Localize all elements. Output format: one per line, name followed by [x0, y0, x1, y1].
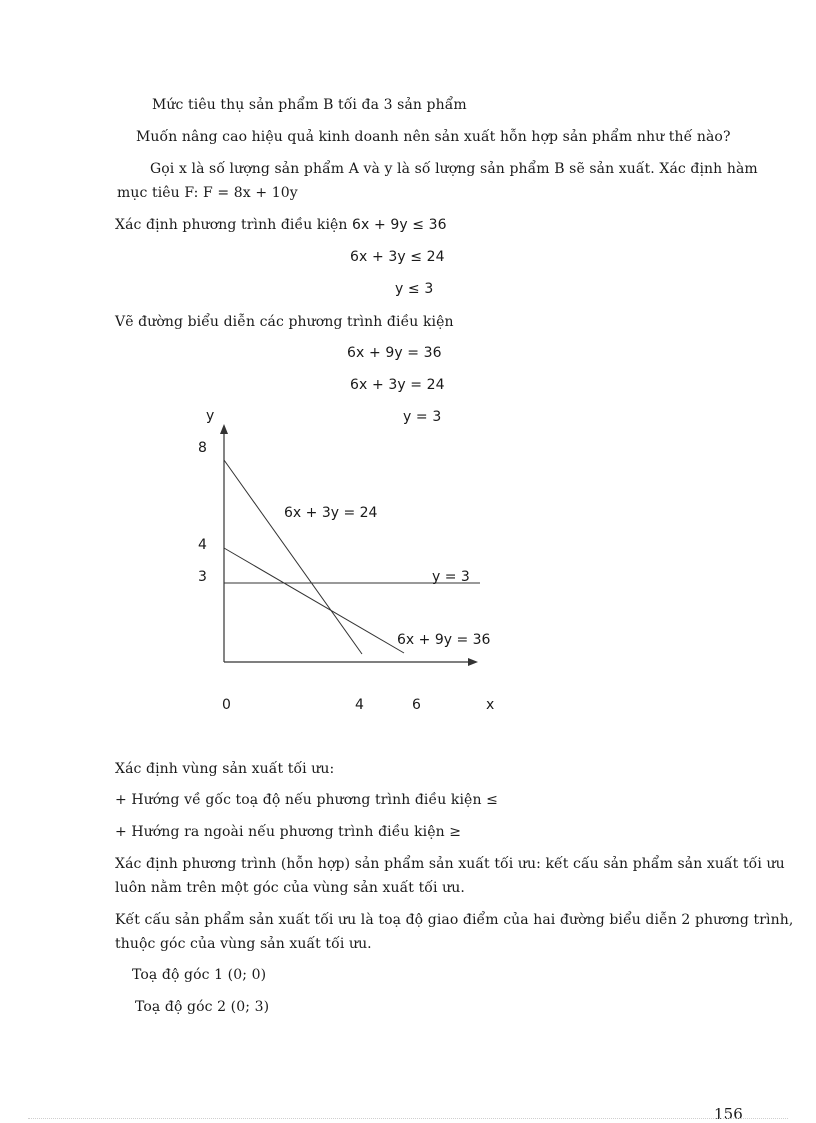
graph-line-label-24: 6x + 3y = 24 — [284, 505, 378, 521]
graph-line-label-y3: y = 3 — [432, 569, 470, 585]
y-axis-arrow-icon — [220, 424, 228, 434]
graph-x-tick: 4 — [355, 697, 364, 713]
text-direction-origin: + Hướng về gốc toạ độ nếu phương trình điều kiện ≤ — [115, 792, 498, 808]
graph-x-axis-label: x — [486, 697, 495, 713]
line-6x-9y-36 — [224, 548, 404, 653]
text-intersection-cont: thuộc góc của vùng sản xuất tối ưu. — [115, 936, 372, 952]
constraint-2: 6x + 3y ≤ 24 — [350, 249, 445, 265]
text-draw-lines: Vẽ đường biểu diễn các phương trình điều kiện — [115, 314, 454, 330]
graph-line-label-36: 6x + 9y = 36 — [397, 632, 491, 648]
text-question-mix: Muốn nâng cao hiệu quả kinh doanh nên sản xuất hỗn hợp sản phẩm như thế nào? — [136, 129, 731, 145]
text-corner-1: Toạ độ góc 1 (0; 0) — [132, 967, 267, 983]
text-optimal-region: Xác định vùng sản xuất tối ưu: — [115, 761, 335, 777]
text-define-variables: Gọi x là số lượng sản phẩm A và y là số lượng sản phẩm B sẽ sản xuất. Xác định hàm — [150, 161, 758, 177]
equation-2: 6x + 3y = 24 — [350, 377, 445, 393]
equation-1: 6x + 9y = 36 — [347, 345, 442, 361]
graph-x-tick: 0 — [222, 697, 231, 713]
text-optimal-mix: Xác định phương trình (hỗn hợp) sản phẩm sản xuất tối ưu: kết cấu sản phẩm sản xuất tối ưu — [115, 856, 785, 872]
graph-y-tick: 3 — [198, 569, 207, 585]
line-6x-3y-24 — [224, 460, 362, 654]
graph-y-axis-label: y — [206, 408, 215, 424]
page-number: 156 — [714, 1105, 743, 1123]
text-corner-2: Toạ độ góc 2 (0; 3) — [135, 999, 270, 1015]
text-intersection: Kết cấu sản phẩm sản xuất tối ưu là toạ độ giao điểm của hai đường biểu diễn 2 phương trình, — [115, 912, 794, 928]
text-max-consumption-b: Mức tiêu thụ sản phẩm B tối đa 3 sản phẩm — [152, 97, 467, 113]
text-optimal-mix-cont: luôn nằm trên một góc của vùng sản xuất tối ưu. — [115, 880, 465, 896]
graph-y-tick: 8 — [198, 440, 207, 456]
constraint-1: 6x + 9y ≤ 36 — [352, 217, 447, 233]
text-constraint-heading: Xác định phương trình điều kiện — [115, 217, 348, 233]
x-axis-arrow-icon — [468, 658, 478, 666]
text-direction-outward: + Hướng ra ngoài nếu phương trình điều kiện ≥ — [115, 824, 462, 840]
text-objective-function: mục tiêu F: F = 8x + 10y — [117, 185, 298, 201]
footer-divider — [28, 1118, 788, 1119]
graph-y-tick: 4 — [198, 537, 207, 553]
constraint-3: y ≤ 3 — [395, 281, 434, 297]
graph-x-tick: 6 — [412, 697, 421, 713]
equation-3: y = 3 — [403, 409, 442, 425]
